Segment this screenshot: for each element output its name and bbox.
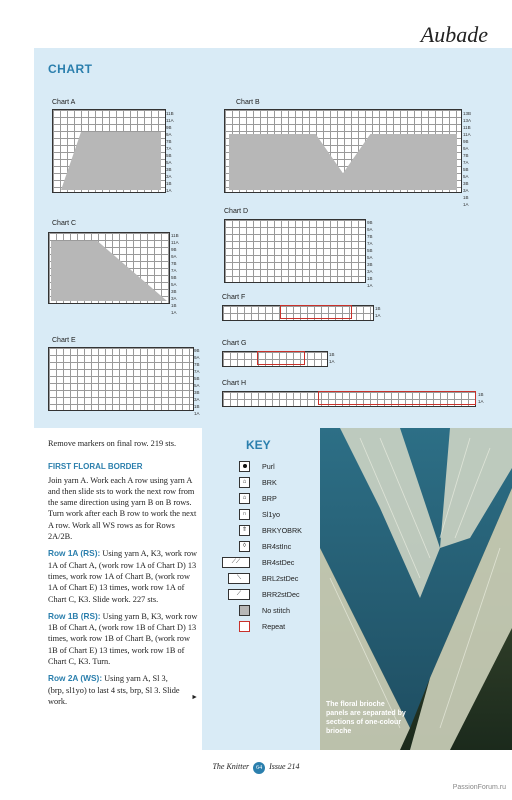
chart-a-row-labels: 11B 11A 9B 9A 7B 7A 5B 5A 3B 3A 1B 1A xyxy=(166,111,174,193)
row-1a-label: Row 1A (RS): xyxy=(48,548,101,559)
br4stinc-icon: ◊ xyxy=(239,541,250,552)
chart-b-nostitch xyxy=(229,134,457,190)
purl-icon xyxy=(239,461,250,472)
key-item-br4stinc: ◊ BR4stInc xyxy=(222,540,291,552)
chart-d-grid xyxy=(224,219,366,283)
issue-number: Issue 214 xyxy=(269,762,300,771)
key-item-brk: ⌂ BRK xyxy=(222,476,277,488)
row-2a-label: Row 2A (WS): xyxy=(48,673,103,684)
page-title: Aubade xyxy=(420,22,488,47)
chart-g-row-labels: 1B 1A xyxy=(329,352,335,364)
row-2a-text: Using yarn A, Sl 3, (brp, sl1yo) to last 4 sts, brp, Sl 3. Slide work. xyxy=(48,674,180,706)
page-number: 64 xyxy=(253,762,265,774)
chart-heading: CHART xyxy=(48,62,93,76)
key-item-brkyobrk: ⇑ BRKYOBRK xyxy=(222,524,302,536)
chart-h-row-labels: 1B 1A xyxy=(478,392,484,404)
chart-d-row-labels: 9B 9A 7B 7A 5B 5A 3B 3A 1B 1A xyxy=(367,220,373,288)
chart-f-repeat xyxy=(280,305,352,319)
chart-b-row-labels: 13B 13A 11B 11A 9B 9A 7B 7A 5B 5A 3B 3A 1B 1A xyxy=(463,111,472,207)
key-item-brp: ⌂ BRP xyxy=(222,492,277,504)
brkyobrk-icon: ⇑ xyxy=(239,525,250,536)
sl1yo-icon: ∩ xyxy=(239,509,250,520)
instruction-paragraph: Join yarn A. Work each A row using yarn A and then slide sts to work the next row from the same direction using yarn B on B rows. Turn work after each B row to work the next A row. Work all WS rows as for Rows 2A/2B. xyxy=(48,475,197,542)
chart-h-repeat xyxy=(318,391,476,405)
watermark: PassionForum.ru xyxy=(452,784,506,791)
magazine-name: The Knitter xyxy=(212,762,250,771)
continue-arrow-icon: ► xyxy=(191,692,198,701)
chart-b-label: Chart B xyxy=(236,99,260,106)
key-title: KEY xyxy=(246,438,271,452)
chart-b-grid xyxy=(224,109,462,193)
chart-e-label: Chart E xyxy=(52,337,76,344)
key-item-sl1yo: ∩ Sl1yo xyxy=(222,508,280,520)
brr2stdec-icon: ⟋ xyxy=(228,589,250,600)
chart-f-label: Chart F xyxy=(222,294,246,301)
key-item-brr2stdec: ⟋ BRR2stDec xyxy=(222,588,300,600)
chart-c-label: Chart C xyxy=(52,220,77,227)
chart-d-label: Chart D xyxy=(224,208,249,215)
brl2stdec-icon: ⟍ xyxy=(228,573,250,584)
chart-c-grid xyxy=(48,232,170,304)
brk-icon: ⌂ xyxy=(239,477,250,488)
key-item-brl2stdec: ⟍ BRL2stDec xyxy=(222,572,298,584)
chart-f-row-labels: 1B 1A xyxy=(375,306,381,318)
row-1a-text: Using yarn A, K3, work row 1A of Chart A, (work row 1A of Chart D) 13 times, work row 1A of Chart B, (work row 1A of Chart E) 13 times, work row 1A of Chart C, K3. Slide work. 227 sts. xyxy=(48,549,198,604)
chart-c-nostitch xyxy=(51,241,167,301)
key-item-br4stdec: ⟋⟋ BR4stDec xyxy=(222,556,294,568)
section-title: FIRST FLORAL BORDER xyxy=(48,462,143,472)
row-1b-label: Row 1B (RS): xyxy=(48,610,101,621)
br4stdec-icon: ⟋⟋ xyxy=(222,557,250,568)
row-2a-instruction xyxy=(48,673,198,707)
key-item-purl: Purl xyxy=(222,460,275,472)
intro-text: Remove markers on final row. 219 sts. xyxy=(48,439,177,448)
chart-g-repeat xyxy=(257,351,305,365)
photo-caption: The floral brioche panels are separated by sections of one-colour brioche xyxy=(326,701,406,735)
no-stitch-icon xyxy=(239,605,250,616)
chart-e-row-labels: 9B 9A 7B 7A 5B 5A 3B 3A 1B 1A xyxy=(194,348,200,416)
instructions-column xyxy=(48,438,198,713)
chart-a-nostitch xyxy=(61,132,161,190)
key-item-repeat: Repeat xyxy=(222,620,285,632)
chart-e-grid xyxy=(48,347,194,411)
brp-icon: ⌂ xyxy=(239,493,250,504)
chart-c-row-labels: 11B 11A 9B 9A 7B 7A 5B 5A 3B 3A 1B 1A xyxy=(171,233,179,315)
row-1a-instruction xyxy=(48,548,198,604)
row-1b-instruction xyxy=(48,611,198,667)
row-1b-text: Using yarn B, K3, work row 1B of Chart A, (work row 1B of Chart D) 13 times, work row 1B of Chart B, (work row 1B of Chart E) 13 times, work row 1B of Chart C, K3. Turn. xyxy=(48,611,198,667)
repeat-icon xyxy=(239,621,250,632)
chart-h-label: Chart H xyxy=(222,380,247,387)
chart-a-label: Chart A xyxy=(52,99,76,106)
page-footer xyxy=(0,762,512,774)
key-item-no-stitch: No stitch xyxy=(222,604,290,616)
chart-a-grid xyxy=(52,109,166,193)
chart-g-label: Chart G xyxy=(222,340,247,347)
